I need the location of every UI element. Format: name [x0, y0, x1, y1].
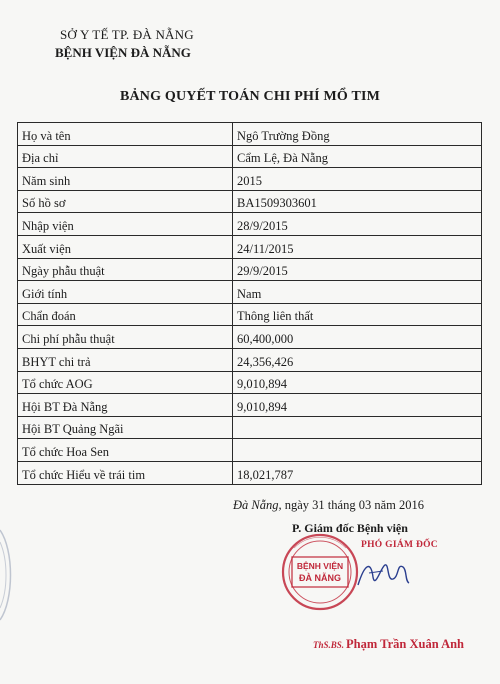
row-value: 60,400,000 — [233, 326, 482, 349]
row-label: Địa chỉ — [18, 145, 233, 168]
row-label: Tổ chức AOG — [18, 371, 233, 394]
edge-stamp-fragment — [0, 520, 16, 630]
table-row — [18, 190, 482, 213]
row-label: Tổ chức Hoa Sen — [18, 439, 233, 462]
hospital-header: BỆNH VIỆN ĐÀ NẴNG — [55, 45, 191, 60]
signer-fullname: Phạm Trần Xuân Anh — [346, 637, 465, 651]
table-row — [18, 281, 482, 304]
signer-degree: ThS.BS. — [313, 640, 345, 650]
row-label: Chẩn đoán — [18, 303, 233, 326]
signer-title: P. Giám đốc Bệnh viện — [292, 521, 408, 535]
row-value: BA1509303601 — [233, 190, 482, 213]
table-row — [18, 213, 482, 236]
row-label: Hội BT Quảng Ngãi — [18, 416, 233, 439]
table-row — [18, 235, 482, 258]
row-label: Giới tính — [18, 281, 233, 304]
row-value: 18,021,787 — [233, 461, 482, 484]
stamp-line-2: ĐÀ NẴNG — [299, 573, 341, 583]
row-label: Năm sinh — [18, 168, 233, 191]
deputy-director-stamp: PHÓ GIÁM ĐỐC — [361, 540, 438, 550]
row-value: Thông liên thất — [233, 303, 482, 326]
table-row — [18, 416, 482, 439]
row-label: Nhập viện — [18, 213, 233, 236]
row-value: Cẩm Lệ, Đà Nẵng — [233, 145, 482, 168]
row-label: Ngày phẫu thuật — [18, 258, 233, 281]
table-row — [18, 394, 482, 417]
signer-name — [313, 637, 464, 652]
table-row — [18, 303, 482, 326]
row-label: Xuất viện — [18, 235, 233, 258]
table-row — [18, 461, 482, 484]
table-row — [18, 439, 482, 462]
row-label: Họ và tên — [18, 123, 233, 146]
table-row — [18, 168, 482, 191]
row-value — [233, 439, 482, 462]
row-value: 9,010,894 — [233, 371, 482, 394]
row-label: Chi phí phẫu thuật — [18, 326, 233, 349]
row-value: Nam — [233, 281, 482, 304]
department-header: SỞ Y TẾ TP. ĐÀ NẴNG — [60, 27, 194, 42]
row-value: 28/9/2015 — [233, 213, 482, 236]
row-value — [233, 416, 482, 439]
handwritten-signature — [353, 555, 413, 595]
row-label: BHYT chi trả — [18, 348, 233, 371]
stamp-line-1: BỆNH VIỆN — [296, 561, 344, 571]
table-row — [18, 326, 482, 349]
row-label: Hội BT Đà Nẵng — [18, 394, 233, 417]
hospital-stamp — [280, 532, 360, 612]
table-row — [18, 123, 482, 146]
row-value: 29/9/2015 — [233, 258, 482, 281]
row-value: 24/11/2015 — [233, 235, 482, 258]
row-value: Ngô Trường Đồng — [233, 123, 482, 146]
settlement-table — [17, 122, 482, 485]
row-label: Tổ chức Hiểu về trái tim — [18, 461, 233, 484]
document-title: BẢNG QUYẾT TOÁN CHI PHÍ MỔ TIM — [119, 89, 381, 104]
table-row — [18, 348, 482, 371]
table-row — [18, 145, 482, 168]
row-label: Số hồ sơ — [18, 190, 233, 213]
date-line — [233, 498, 424, 513]
row-value: 2015 — [233, 168, 482, 191]
table-row — [18, 258, 482, 281]
date-place: Đà Nẵng, — [233, 498, 282, 512]
row-value: 24,356,426 — [233, 348, 482, 371]
table-row — [18, 371, 482, 394]
date-text: ngày 31 tháng 03 năm 2016 — [284, 498, 424, 512]
row-value: 9,010,894 — [233, 394, 482, 417]
